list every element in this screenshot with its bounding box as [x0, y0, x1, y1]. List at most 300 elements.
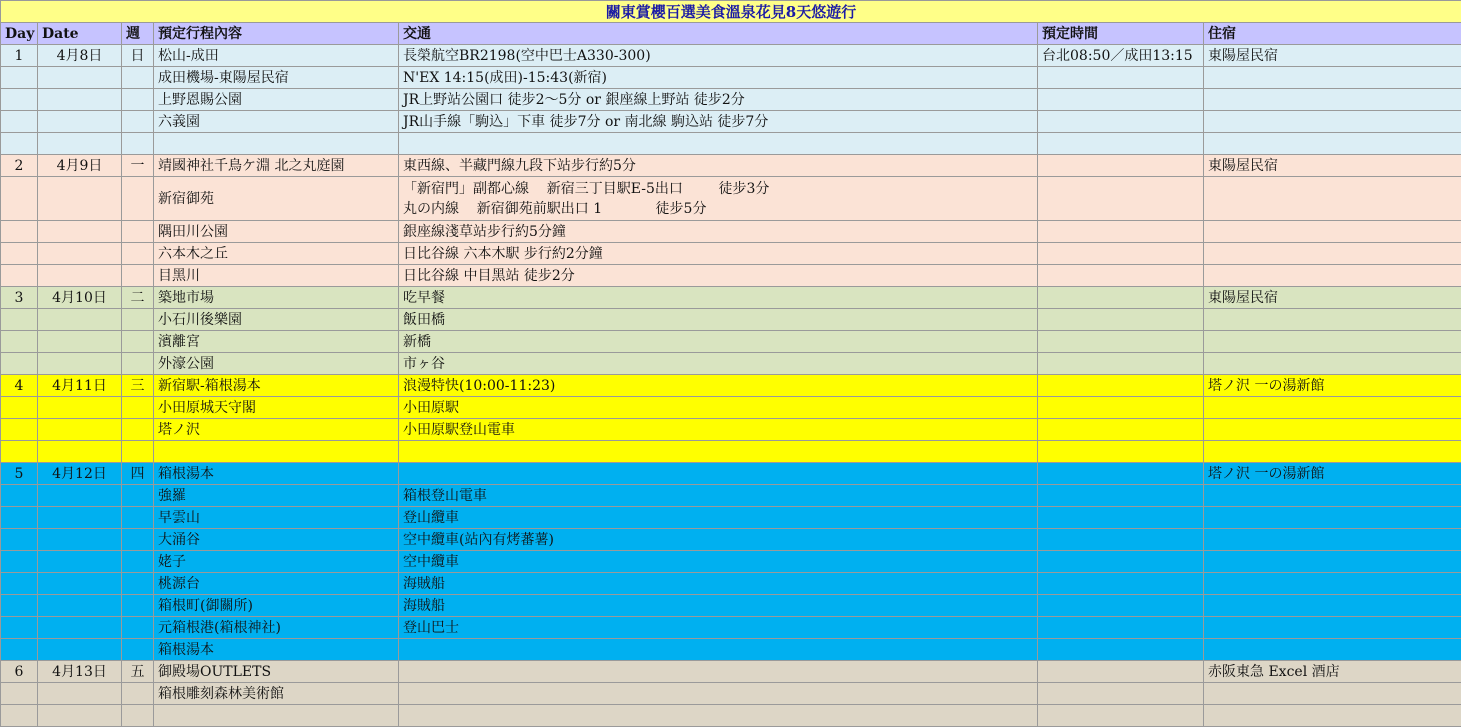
table-row [1, 221, 1461, 243]
cell-itinerary[interactable] [154, 441, 399, 463]
cell-itinerary-text: 姥子 [158, 553, 186, 570]
cell-transport[interactable] [399, 639, 1038, 661]
cell-transport[interactable] [399, 683, 1038, 705]
cell-week-text: 五 [130, 663, 145, 680]
cell-itinerary-text: 小石川後樂園 [158, 311, 242, 328]
header-week[interactable]: 週 [122, 23, 154, 45]
cell-itinerary-text: 早雲山 [158, 509, 200, 526]
header-lodging[interactable]: 住宿 [1204, 23, 1461, 45]
cell-date[interactable] [38, 309, 122, 331]
cell-transport[interactable] [399, 353, 1038, 375]
cell-itinerary-text: 新宿御苑 [158, 190, 214, 207]
cell-itinerary[interactable] [154, 573, 399, 595]
cell-time[interactable] [1038, 661, 1204, 683]
cell-itinerary-text: 大涌谷 [158, 531, 200, 548]
cell-itinerary-text: 箱根湯本 [158, 641, 214, 658]
cell-itinerary-text: 元箱根港(箱根神社) [158, 619, 281, 636]
cell-week[interactable] [122, 683, 154, 705]
cell-transport[interactable] [399, 529, 1038, 551]
cell-day[interactable] [1, 177, 38, 221]
cell-date-text: 4月10日 [52, 289, 107, 306]
cell-itinerary-text: 六義園 [158, 113, 200, 130]
cell-transport-text: 「新宿門」副都心線 新宿三丁目駅E-5出口 徒步3分 丸の内線 新宿御苑前駅出口 1 徒步5分 [403, 180, 770, 217]
cell-lodging[interactable] [1204, 463, 1461, 485]
cell-itinerary-text: 新宿駅-箱根湯本 [158, 377, 261, 394]
cell-time[interactable] [1038, 529, 1204, 551]
cell-transport[interactable] [399, 133, 1038, 155]
cell-date[interactable] [38, 507, 122, 529]
cell-time[interactable] [1038, 397, 1204, 419]
cell-time[interactable] [1038, 551, 1204, 573]
table-row [1, 331, 1461, 353]
cell-date-text: 4月13日 [52, 663, 107, 680]
cell-week[interactable] [122, 419, 154, 441]
cell-transport[interactable] [399, 243, 1038, 265]
cell-date[interactable] [38, 529, 122, 551]
cell-transport-text: 登山纜車 [403, 509, 459, 526]
cell-transport[interactable] [399, 441, 1038, 463]
cell-time[interactable] [1038, 309, 1204, 331]
cell-time[interactable] [1038, 419, 1204, 441]
table-row [1, 617, 1461, 639]
cell-time[interactable] [1038, 45, 1204, 67]
cell-week[interactable] [122, 661, 154, 683]
cell-date[interactable] [38, 89, 122, 111]
cell-date[interactable] [38, 463, 122, 485]
cell-transport-text: N'EX 14:15(成田)-15:43(新宿) [403, 69, 608, 86]
cell-week[interactable] [122, 221, 154, 243]
cell-day[interactable] [1, 419, 38, 441]
cell-itinerary[interactable] [154, 221, 399, 243]
header-day[interactable]: Day [1, 23, 38, 45]
cell-itinerary[interactable] [154, 45, 399, 67]
cell-time[interactable] [1038, 243, 1204, 265]
cell-itinerary-text: 隅田川公園 [158, 223, 228, 240]
cell-itinerary[interactable] [154, 551, 399, 573]
cell-date[interactable] [38, 177, 122, 221]
cell-transport-text: 小田原駅 [403, 399, 459, 416]
cell-date[interactable] [38, 551, 122, 573]
cell-time[interactable] [1038, 133, 1204, 155]
cell-week[interactable] [122, 177, 154, 221]
cell-day[interactable] [1, 683, 38, 705]
cell-itinerary[interactable] [154, 463, 399, 485]
header-date[interactable]: Date [38, 23, 122, 45]
cell-day[interactable] [1, 155, 38, 177]
cell-day[interactable] [1, 485, 38, 507]
cell-itinerary[interactable] [154, 111, 399, 133]
cell-time[interactable] [1038, 155, 1204, 177]
table-row [1, 705, 1461, 727]
cell-lodging[interactable] [1204, 595, 1461, 617]
cell-transport[interactable] [399, 463, 1038, 485]
cell-time[interactable] [1038, 595, 1204, 617]
cell-day[interactable] [1, 375, 38, 397]
cell-transport[interactable] [399, 155, 1038, 177]
cell-lodging[interactable] [1204, 507, 1461, 529]
table-row [1, 353, 1461, 375]
cell-lodging[interactable] [1204, 573, 1461, 595]
cell-itinerary[interactable] [154, 375, 399, 397]
cell-lodging-text: 塔ノ沢 一の湯新館 [1208, 377, 1325, 394]
cell-day[interactable] [1, 551, 38, 573]
cell-day[interactable] [1, 221, 38, 243]
cell-lodging[interactable] [1204, 265, 1461, 287]
cell-transport[interactable] [399, 397, 1038, 419]
cell-day[interactable] [1, 617, 38, 639]
cell-itinerary[interactable] [154, 67, 399, 89]
cell-time[interactable] [1038, 89, 1204, 111]
cell-week[interactable] [122, 705, 154, 727]
cell-week-text: 一 [130, 157, 145, 174]
cell-itinerary[interactable] [154, 529, 399, 551]
cell-day[interactable] [1, 133, 38, 155]
cell-day[interactable] [1, 331, 38, 353]
cell-lodging-text: 東陽屋民宿 [1208, 157, 1278, 174]
cell-time[interactable] [1038, 331, 1204, 353]
cell-week-text: 日 [130, 47, 145, 64]
cell-transport-text: 海賊船 [403, 575, 445, 592]
cell-week[interactable] [122, 155, 154, 177]
table-row [1, 133, 1461, 155]
cell-itinerary-text: 御殿場OUTLETS [158, 663, 272, 680]
cell-transport[interactable] [399, 287, 1038, 309]
cell-time[interactable] [1038, 705, 1204, 727]
cell-itinerary-text: 六本木之丘 [158, 245, 228, 262]
cell-transport[interactable] [399, 419, 1038, 441]
cell-day[interactable] [1, 661, 38, 683]
cell-day[interactable] [1, 507, 38, 529]
cell-day[interactable] [1, 45, 38, 67]
cell-date[interactable] [38, 573, 122, 595]
cell-week[interactable] [122, 463, 154, 485]
cell-date[interactable] [38, 639, 122, 661]
cell-itinerary[interactable] [154, 507, 399, 529]
cell-week-text: 三 [130, 377, 145, 394]
cell-day[interactable] [1, 573, 38, 595]
cell-date[interactable] [38, 419, 122, 441]
cell-itinerary[interactable] [154, 595, 399, 617]
header-transport[interactable]: 交通 [399, 23, 1038, 45]
cell-transport-text: JR山手線「駒込」下車 徒步7分 or 南北線 駒込站 徒步7分 [403, 113, 769, 130]
cell-itinerary[interactable] [154, 89, 399, 111]
cell-date[interactable] [38, 265, 122, 287]
cell-transport[interactable] [399, 617, 1038, 639]
cell-transport[interactable] [399, 67, 1038, 89]
cell-transport-text: 日比谷線 六本木駅 步行約2分鐘 [403, 245, 603, 262]
cell-transport[interactable] [399, 45, 1038, 67]
table-row [1, 243, 1461, 265]
cell-week[interactable] [122, 133, 154, 155]
cell-week[interactable] [122, 485, 154, 507]
cell-date[interactable] [38, 243, 122, 265]
cell-transport[interactable] [399, 111, 1038, 133]
cell-transport[interactable] [399, 221, 1038, 243]
cell-day[interactable] [1, 639, 38, 661]
cell-week[interactable] [122, 529, 154, 551]
cell-date[interactable] [38, 67, 122, 89]
cell-lodging[interactable] [1204, 683, 1461, 705]
cell-lodging[interactable] [1204, 705, 1461, 727]
cell-transport[interactable] [399, 551, 1038, 573]
cell-date[interactable] [38, 221, 122, 243]
cell-time[interactable] [1038, 67, 1204, 89]
cell-day[interactable] [1, 441, 38, 463]
cell-day[interactable] [1, 309, 38, 331]
cell-transport-text: 長榮航空BR2198(空中巴士A330-300) [403, 47, 651, 64]
cell-transport-text: 登山巴士 [403, 619, 459, 636]
cell-day-text: 2 [14, 157, 24, 174]
cell-time[interactable] [1038, 441, 1204, 463]
cell-itinerary-text: 強羅 [158, 487, 186, 504]
cell-date[interactable] [38, 683, 122, 705]
cell-itinerary-text: 上野恩賜公園 [158, 91, 242, 108]
cell-day[interactable] [1, 397, 38, 419]
cell-lodging[interactable] [1204, 221, 1461, 243]
cell-itinerary-text: 箱根町(御關所) [158, 597, 253, 614]
cell-itinerary[interactable] [154, 133, 399, 155]
cell-itinerary[interactable] [154, 287, 399, 309]
cell-week[interactable] [122, 287, 154, 309]
cell-transport-text: 銀座線淺草站步行約5分鐘 [403, 223, 566, 240]
cell-itinerary[interactable] [154, 177, 399, 221]
cell-itinerary-text: 築地市場 [158, 289, 214, 306]
cell-day[interactable] [1, 595, 38, 617]
header-itinerary[interactable]: 預定行程內容 [154, 23, 399, 45]
cell-lodging[interactable] [1204, 353, 1461, 375]
cell-week-text: 二 [130, 289, 145, 306]
cell-time[interactable] [1038, 375, 1204, 397]
cell-lodging[interactable] [1204, 529, 1461, 551]
cell-lodging[interactable] [1204, 177, 1461, 221]
cell-itinerary-text: 目黑川 [158, 267, 200, 284]
cell-week[interactable] [122, 89, 154, 111]
cell-date-text: 4月8日 [56, 47, 103, 64]
cell-week[interactable] [122, 551, 154, 573]
cell-date[interactable] [38, 375, 122, 397]
table-row [1, 639, 1461, 661]
cell-itinerary[interactable] [154, 639, 399, 661]
cell-date[interactable] [38, 397, 122, 419]
cell-itinerary[interactable] [154, 419, 399, 441]
cell-lodging[interactable] [1204, 485, 1461, 507]
cell-week[interactable] [122, 617, 154, 639]
cell-transport[interactable] [399, 375, 1038, 397]
cell-transport[interactable] [399, 661, 1038, 683]
cell-transport-text: 日比谷線 中目黑站 徒步2分 [403, 267, 575, 284]
table-row [1, 89, 1461, 111]
cell-week[interactable] [122, 111, 154, 133]
cell-time[interactable] [1038, 177, 1204, 221]
cell-lodging[interactable] [1204, 155, 1461, 177]
table-row [1, 661, 1461, 683]
cell-itinerary[interactable] [154, 265, 399, 287]
cell-time[interactable] [1038, 683, 1204, 705]
cell-transport[interactable] [399, 89, 1038, 111]
table-row [1, 595, 1461, 617]
cell-transport-text: 空中纜車 [403, 553, 459, 570]
cell-lodging[interactable] [1204, 111, 1461, 133]
cell-itinerary[interactable] [154, 397, 399, 419]
cell-itinerary[interactable] [154, 485, 399, 507]
cell-date[interactable] [38, 331, 122, 353]
cell-lodging-text: 赤阪東急 Excel 酒店 [1208, 663, 1340, 680]
table-row [1, 551, 1461, 573]
table-row [1, 45, 1461, 67]
cell-day[interactable] [1, 111, 38, 133]
cell-lodging[interactable] [1204, 331, 1461, 353]
cell-itinerary[interactable] [154, 243, 399, 265]
cell-transport[interactable] [399, 265, 1038, 287]
cell-day[interactable] [1, 353, 38, 375]
cell-lodging[interactable] [1204, 441, 1461, 463]
cell-transport[interactable] [399, 485, 1038, 507]
cell-itinerary[interactable] [154, 309, 399, 331]
sheet-body [1, 45, 1461, 727]
cell-lodging[interactable] [1204, 419, 1461, 441]
cell-lodging[interactable] [1204, 639, 1461, 661]
cell-itinerary-text: 濱離宮 [158, 333, 200, 350]
cell-itinerary-text: 外濠公園 [158, 355, 214, 372]
cell-lodging[interactable] [1204, 661, 1461, 683]
cell-day-text: 6 [14, 663, 24, 680]
cell-itinerary-text: 小田原城天守閣 [158, 399, 256, 416]
cell-date[interactable] [38, 353, 122, 375]
cell-lodging[interactable] [1204, 243, 1461, 265]
table-row [1, 397, 1461, 419]
cell-transport[interactable] [399, 573, 1038, 595]
sheet-title-cell[interactable] [1, 1, 1461, 23]
cell-transport-text: 吃早餐 [403, 289, 445, 306]
cell-transport-text: 市ヶ谷 [403, 355, 445, 372]
cell-itinerary[interactable] [154, 331, 399, 353]
cell-date[interactable] [38, 617, 122, 639]
cell-transport-text: 浪漫特快(10:00-11:23) [403, 377, 556, 394]
cell-date[interactable] [38, 287, 122, 309]
cell-time[interactable] [1038, 353, 1204, 375]
cell-itinerary-text: 箱根雕刻森林美術館 [158, 685, 284, 702]
sheet-title: 關東賞櫻百選美食溫泉花見8天悠遊行 [605, 2, 857, 21]
cell-date[interactable] [38, 45, 122, 67]
cell-lodging[interactable] [1204, 375, 1461, 397]
cell-week[interactable] [122, 265, 154, 287]
table-row [1, 507, 1461, 529]
cell-itinerary[interactable] [154, 155, 399, 177]
cell-week[interactable] [122, 441, 154, 463]
cell-day[interactable] [1, 243, 38, 265]
cell-transport-text: 新橋 [403, 333, 431, 350]
cell-date[interactable] [38, 485, 122, 507]
cell-itinerary[interactable] [154, 661, 399, 683]
cell-transport-text: 東西線、半藏門線九段下站步行約5分 [403, 157, 636, 174]
cell-day[interactable] [1, 265, 38, 287]
cell-lodging[interactable] [1204, 397, 1461, 419]
cell-day[interactable] [1, 67, 38, 89]
cell-itinerary[interactable] [154, 617, 399, 639]
cell-transport[interactable] [399, 309, 1038, 331]
cell-time[interactable] [1038, 507, 1204, 529]
cell-lodging[interactable] [1204, 133, 1461, 155]
cell-date-text: 4月9日 [56, 157, 103, 174]
cell-time[interactable] [1038, 463, 1204, 485]
cell-date[interactable] [38, 133, 122, 155]
cell-lodging[interactable] [1204, 551, 1461, 573]
cell-date[interactable] [38, 441, 122, 463]
cell-time[interactable] [1038, 111, 1204, 133]
cell-time[interactable] [1038, 485, 1204, 507]
cell-transport[interactable] [399, 595, 1038, 617]
cell-transport[interactable] [399, 331, 1038, 353]
table-row [1, 265, 1461, 287]
cell-week[interactable] [122, 331, 154, 353]
header-time[interactable]: 預定時間 [1038, 23, 1204, 45]
cell-transport-text: JR上野站公園口 徒步2～5分 or 銀座線上野站 徒步2分 [403, 91, 745, 108]
cell-time[interactable] [1038, 221, 1204, 243]
cell-week[interactable] [122, 397, 154, 419]
cell-week[interactable] [122, 573, 154, 595]
table-row [1, 155, 1461, 177]
cell-week[interactable] [122, 507, 154, 529]
table-row [1, 375, 1461, 397]
cell-week[interactable] [122, 595, 154, 617]
cell-week[interactable] [122, 67, 154, 89]
cell-week[interactable] [122, 353, 154, 375]
cell-transport[interactable] [399, 705, 1038, 727]
cell-date[interactable] [38, 155, 122, 177]
cell-transport-text: 飯田橋 [403, 311, 445, 328]
cell-date[interactable] [38, 661, 122, 683]
cell-day[interactable] [1, 89, 38, 111]
cell-date[interactable] [38, 595, 122, 617]
cell-day[interactable] [1, 705, 38, 727]
cell-itinerary[interactable] [154, 705, 399, 727]
table-row [1, 463, 1461, 485]
cell-transport[interactable] [399, 177, 1038, 221]
cell-week[interactable] [122, 243, 154, 265]
cell-lodging[interactable] [1204, 89, 1461, 111]
cell-day[interactable] [1, 529, 38, 551]
cell-transport[interactable] [399, 507, 1038, 529]
cell-date[interactable] [38, 705, 122, 727]
cell-day[interactable] [1, 287, 38, 309]
cell-itinerary-text: 箱根湯本 [158, 465, 214, 482]
cell-transport-text: 海賊船 [403, 597, 445, 614]
cell-week[interactable] [122, 639, 154, 661]
cell-lodging[interactable] [1204, 67, 1461, 89]
cell-lodging[interactable] [1204, 617, 1461, 639]
cell-time[interactable] [1038, 573, 1204, 595]
cell-day[interactable] [1, 463, 38, 485]
cell-date[interactable] [38, 111, 122, 133]
cell-date-text: 4月11日 [52, 377, 107, 394]
cell-time[interactable] [1038, 265, 1204, 287]
cell-itinerary-text: 靖國神社千鳥ケ淵 北之丸庭園 [158, 157, 345, 174]
cell-week[interactable] [122, 375, 154, 397]
table-row [1, 177, 1461, 221]
cell-week[interactable] [122, 309, 154, 331]
cell-itinerary[interactable] [154, 683, 399, 705]
cell-day-text: 5 [14, 465, 24, 482]
cell-time[interactable] [1038, 287, 1204, 309]
cell-lodging-text: 塔ノ沢 一の湯新館 [1208, 465, 1325, 482]
cell-time[interactable] [1038, 639, 1204, 661]
cell-itinerary[interactable] [154, 353, 399, 375]
cell-time[interactable] [1038, 617, 1204, 639]
cell-lodging[interactable] [1204, 287, 1461, 309]
cell-week[interactable] [122, 45, 154, 67]
cell-lodging[interactable] [1204, 45, 1461, 67]
cell-lodging[interactable] [1204, 309, 1461, 331]
